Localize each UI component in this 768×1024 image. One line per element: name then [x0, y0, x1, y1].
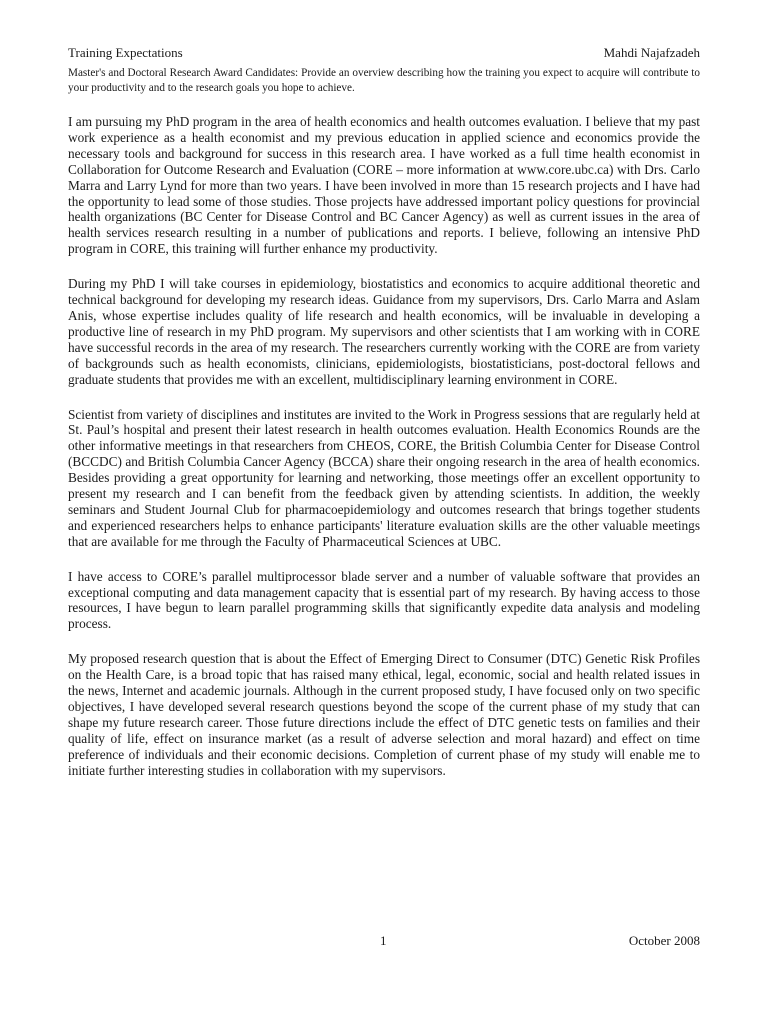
paragraph: I have access to CORE’s parallel multiprocessor blade server and a number of valuable software that provides an exceptional computing and data management capacity that is essential part of my research. By having access to those resources, I have begun to learn parallel programming skills that significantly expedite data analysis and modeling process. — [68, 568, 700, 632]
page-header — [68, 44, 700, 62]
document-title: Training Expectations — [68, 45, 183, 60]
page-footer — [68, 931, 700, 951]
author-name: Mahdi Najafzadeh — [603, 45, 700, 60]
paragraph: During my PhD I will take courses in epidemiology, biostatistics and economics to acquire additional theoretic and technical background for developing my research ideas. Guidance from my supervisors, Drs. Carlo Marra and Aslam Anis, whose expertise includes quality of life research and health economics, will be invaluable in developing a productive line of research in my PhD program. My supervisors and other scientists that I am working with in CORE have successful records in the area of my research. The researchers currently working with the CORE are from variety of backgrounds such as health economists, clinicians, epidemiologists, biostatisticians, post-doctoral fellows and graduate students that provides me with an excellent, multidisciplinary learning environment in CORE. — [68, 276, 700, 387]
paragraph: My proposed research question that is about the Effect of Emerging Direct to Consumer (DTC) Genetic Risk Profiles on the Health Care, is a broad topic that has raised many ethical, legal, economic, social and health related issues in the news, Internet and academic journals. Although in the current proposed study, I have focused only on two specific objectives, I have developed several research questions beyond the scope of the current phase of my study that can shape my future research career. Those future directions include the effect of DTC genetic tests on families and their quality of life, effect on insurance market (as a result of adverse selection and moral hazard) and effect on time preference of individuals and their economic decisions. Completion of current phase of my study will enable me to initiate further interesting studies in collaboration with my supervisors. — [68, 651, 700, 778]
paragraph: I am pursuing my PhD program in the area of health economics and health outcomes evaluation. I believe that my past work experience as a health economist and my previous education in applied science and economics provide the necessary tools and background for success in this research area. I have worked as a full time health economist in Collaboration for Outcome Research and Evaluation (CORE – more information at www.core.ubc.ca) with Drs. Carlo Marra and Larry Lynd for more than two years. I have been involved in more than 15 research projects and I have had the opportunity to lead some of those studies. Those projects have addressed important policy questions for provincial health organizations (BC Center for Disease Control and BC Cancer Agency) as well as current issues in the area of health services research resulting in a number of publications and reports. I believe, following an intensive PhD program in CORE, this training will further enhance my productivity. — [68, 114, 700, 257]
document-body — [68, 114, 700, 798]
page-number: 1 — [380, 933, 387, 948]
award-prompt: Master's and Doctoral Research Award Candidates: Provide an overview describing how the training you expect to acquire will contribute to your productivity and to the research goals you hope to achieve. — [68, 67, 700, 94]
paragraph: Scientist from variety of disciplines and institutes are invited to the Work in Progress sessions that are regularly held at St. Paul’s hospital and present their latest research in health outcomes evaluation. Health Economics Rounds are the other informative meetings in that researchers from CHEOS, CORE, the British Columbia Center for Disease Control (BCCDC) and British Columbia Cancer Agency (BCCA) share their ongoing research in the area of health economics. Besides providing a great opportunity for learning and networking, those meetings offer an excellent opportunity to present my research and I can benefit from the feedback given by attending scientists. In addition, the weekly seminars and Student Journal Club for pharmacoepidemiology and outcomes research that brings together students and experienced researchers helps to enhance participants' literature evaluation skills are the other valuable meetings that are available for me through the Faculty of Pharmaceutical Sciences at UBC. — [68, 406, 700, 549]
document-date: October 2008 — [628, 933, 700, 948]
